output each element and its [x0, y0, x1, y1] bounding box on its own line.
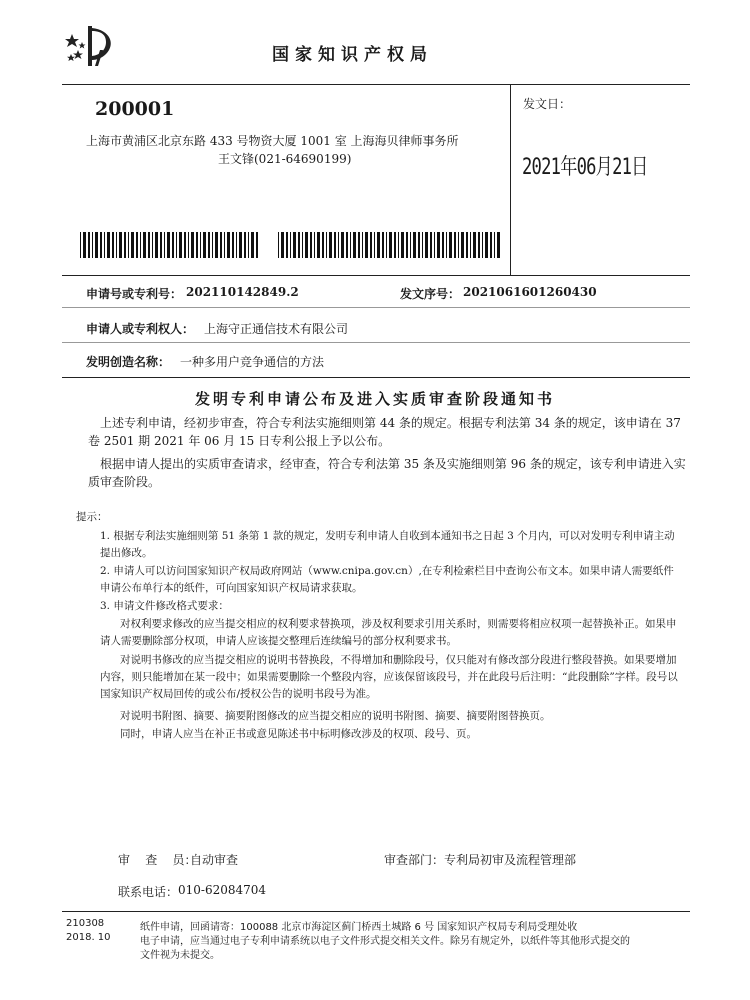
footer-line-1: 纸件申请，回函请寄：100088 北京市海淀区蓟门桥西土城路 6 号 国家知识产权局专利局受理处收: [140, 922, 578, 933]
barcode-2: [278, 232, 500, 258]
barcode-1: [80, 232, 260, 258]
tip-item-3c: 对说明书附图、摘要、摘要附图修改的应当提交相应的说明书附图、摘要、摘要附图替换页。: [120, 710, 551, 722]
notice-paragraph-1: 上述专利申请，经初步审查，符合专利法实施细则第 44 条的规定。根据专利法第 34 条的规定，该申请在 37 卷 2501 期 2021 年 06 月 15 日专利公报上予以公布。: [88, 416, 681, 448]
examiner-name: 自动审查: [190, 853, 239, 867]
tip-item-1: 1. 根据专利法实施细则第 51 条第 1 款的规定，发明专利申请人自收到本通知书之日起 3 个月内，可以对发明专利申请主动提出修改。: [100, 530, 675, 559]
applicant-name: 上海守正通信技术有限公司: [204, 322, 349, 336]
notice-title: 发明专利申请公布及进入实质审查阶段通知书: [194, 390, 555, 408]
department-name: 专利局初审及流程管理部: [444, 853, 577, 867]
tip-item-2: 2. 申请人可以访问国家知识产权局政府网站（www.cnipa.gov.cn）,在专利检索栏目中查询公布文本。如果申请人需要纸件申请公布单行本的纸件，可向国家知识产权局请求获取。: [100, 565, 674, 594]
serial-number-label: 发文序号：: [400, 287, 461, 301]
examiner-label: 审 查 员：: [118, 853, 197, 867]
department-label: 审查部门：: [384, 853, 445, 867]
dispatch-date-label: 发文日：: [523, 97, 572, 111]
address-line-2: 王文锋(021-64690199): [218, 152, 352, 166]
address-line-1: 上海市黄浦区北京东路 433 号物资大厦 1001 室 上海海贝律师事务所: [86, 134, 459, 148]
application-number: 202110142849.2: [186, 285, 299, 299]
dispatch-date: 2021年06月21日: [522, 155, 648, 180]
form-version: 2018. 10: [66, 932, 111, 943]
row-divider: [62, 377, 690, 378]
invention-title-label: 发明创造名称：: [86, 355, 171, 369]
form-code: 210308: [66, 918, 105, 929]
footer-line-2: 电子申请，应当通过电子专利申请系统以电子文件形式提交相关文件。除另有规定外，以纸件等其他形式提交的: [140, 936, 630, 947]
footer-divider: [62, 911, 690, 912]
invention-title: 一种多用户竞争通信的方法: [180, 355, 325, 369]
phone-number: 010-62084704: [178, 883, 267, 897]
tip-item-3d: 同时，申请人应当在补正书或意见陈述书中标明修改涉及的权项、段号、页。: [120, 728, 477, 740]
tip-item-3b: 对说明书修改的应当提交相应的说明书替换段，不得增加和删除段号，仅只能对有修改部分段进行整段替换。如果要增加内容，则只能增加在某一段中；如果需要删除一个整段内容，应该保留该段号，并在此段号后注明：“此段删除”字样。段号以国家知识产权局回传的或公布/授权公告的说明书段号为准。: [100, 654, 678, 700]
notice-paragraph-2: 根据申请人提出的实质审查请求，经审查，符合专利法第 35 条及实施细则第 96 条的规定，该专利申请进入实质审查阶段。: [88, 457, 686, 489]
footer-line-3: 文件视为未提交。: [140, 950, 220, 961]
row-divider: [62, 307, 690, 308]
phone-label: 联系电话：: [118, 885, 179, 899]
cnipa-logo-icon: [62, 20, 118, 70]
applicant-label: 申请人或专利权人：: [86, 322, 195, 336]
application-number-label: 申请号或专利号：: [86, 287, 183, 301]
serial-number: 2021061601260430: [463, 285, 597, 299]
tip-item-3a: 对权利要求修改的应当提交相应的权利要求替换项，涉及权利要求引用关系时，则需要将相应权项一起替换补正。如果申请人需要删除部分权项，申请人应该提交整理后连续编号的部分权利要求书。: [100, 618, 677, 647]
office-name: 国家知识产权局: [272, 45, 433, 65]
row-divider: [62, 342, 690, 343]
tip-item-3: 3. 申请文件修改格式要求：: [100, 600, 229, 612]
tips-label: 提示：: [76, 511, 108, 523]
postal-code: 200001: [95, 98, 175, 120]
